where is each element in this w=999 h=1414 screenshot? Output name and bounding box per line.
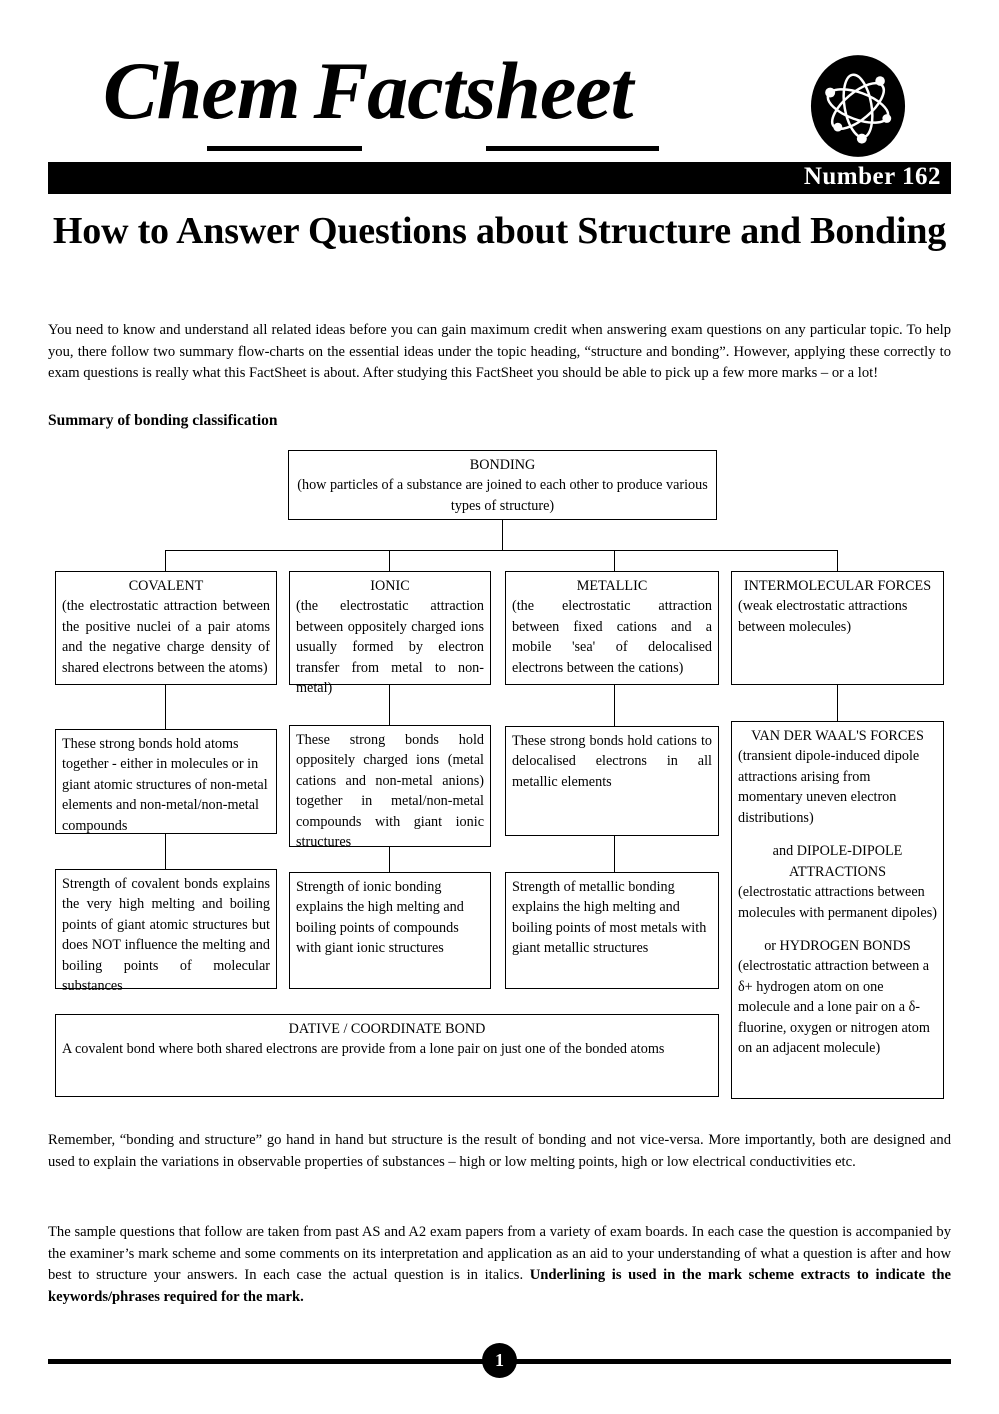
flow-box-covalent-strength-note xyxy=(55,729,277,834)
flow-box-title: COVALENT xyxy=(128,578,204,594)
flow-box-ionic-definition xyxy=(289,571,491,697)
masthead xyxy=(48,45,951,158)
flow-box-bonding-root xyxy=(288,450,717,520)
flow-box-title-dipole-2: ATTRACTIONS xyxy=(789,863,886,880)
connector-metallic-l2-l3 xyxy=(614,836,615,872)
flow-box-covalent-definition xyxy=(55,571,277,685)
flow-box-covalent-strength-effect xyxy=(55,869,277,995)
flow-box-intermolecular-definition xyxy=(731,571,944,685)
flow-box-title-vdw: VAN DER WAAL'S FORCES xyxy=(751,728,924,744)
page-number-badge: 1 xyxy=(482,1343,517,1378)
connector-covalent-l1-l2 xyxy=(165,685,166,729)
flow-box-body: (the electrostatic attraction between oppositely charged ions usually formed by electron transfer from metal to non-metal) xyxy=(296,598,484,697)
flow-box-metallic-strength-effect xyxy=(505,872,719,989)
brand-word-factsheet: Factsheet xyxy=(313,45,633,136)
flow-box-body-hbond: (electrostatic attraction between a δ+ hydrogen atom on one molecule and a lone pair on a δ- fluorine, oxygen or nitrogen atom on an adjacent molecule) xyxy=(738,958,930,1057)
flow-box-body-dipole: (electrostatic attractions between molecules with permanent dipoles) xyxy=(738,884,937,921)
connector-drop-metallic xyxy=(614,550,615,571)
connector-drop-intermolecular xyxy=(837,550,838,571)
connector-drop-covalent xyxy=(165,550,166,571)
flow-box-body: Strength of covalent bonds explains the very high melting and boiling points of giant atomic structures but does NOT influence the melting and boiling points of molecular substances xyxy=(62,876,270,995)
connector-root-down xyxy=(502,520,503,551)
flow-box-body: A covalent bond where both shared electrons are provide from a lone pair on just one of the bonded atoms xyxy=(62,1041,665,1058)
flow-box-title: BONDING xyxy=(469,457,536,473)
connector-metallic-l1-l2 xyxy=(614,685,615,726)
sample-paragraph-bold: Underlining is used in the mark scheme extracts to indicate the keywords/phrases required for the mark. xyxy=(48,1267,952,1305)
brand-wordmark xyxy=(103,45,633,136)
flow-box-body: (the electrostatic attraction between fixed cations and a mobile 'sea' of delocalised electrons between the cations) xyxy=(512,598,712,676)
brand-underline-factsheet xyxy=(486,146,659,151)
flow-box-ionic-strength-effect xyxy=(289,872,491,989)
flow-box-title-dipole: and DIPOLE-DIPOLE xyxy=(772,843,903,860)
flow-box-body: These strong bonds hold cations to delocalised electrons in all metallic elements xyxy=(512,733,712,790)
brand-underline-chem xyxy=(207,146,362,151)
page-title: How to Answer Questions about Structure and Bonding xyxy=(52,210,947,252)
flow-box-body: Strength of ionic bonding explains the high melting and boiling points of compounds with giant ionic structures xyxy=(296,879,464,957)
flow-box-body: Strength of metallic bonding explains the high melting and boiling points of most metals with giant metallic structures xyxy=(512,879,707,957)
flow-box-body: These strong bonds hold oppositely charged ions (metal cations and non-metal anions) together in metal/non-metal compounds with giant ionic structures xyxy=(296,732,484,851)
flow-box-body-vdw: (transient dipole-induced dipole attractions arising from momentary uneven electron distributions) xyxy=(738,748,920,826)
flow-box-dative-coordinate-bond xyxy=(55,1014,719,1097)
section-heading-summary: Summary of bonding classification xyxy=(48,412,278,429)
flow-box-title: IONIC xyxy=(370,578,410,594)
flow-box-body: (weak electrostatic attractions between molecules) xyxy=(738,598,908,635)
sample-paragraph xyxy=(48,1222,951,1308)
issue-number-bar xyxy=(48,162,951,194)
flow-box-body: These strong bonds hold atoms together - either in molecules or in giant atomic structures of non-metal elements and non-metal/non-metal compounds xyxy=(62,736,268,834)
brand-word-chem: Chem xyxy=(103,45,300,136)
flow-box-ionic-strength-note xyxy=(289,725,491,851)
connector-intermolecular-l1-l2 xyxy=(837,685,838,721)
flow-box-title: DATIVE / COORDINATE BOND xyxy=(288,1021,486,1037)
flow-box-metallic-definition xyxy=(505,571,719,685)
flow-box-title-hbond: or HYDROGEN BONDS xyxy=(764,937,911,954)
flow-box-body: (how particles of a substance are joined to each other to produce various types of structure) xyxy=(297,477,708,514)
remember-paragraph: Remember, “bonding and structure” go hand in hand but structure is the result of bonding and not vice-versa. More importantly, both are designed and used to explain the variations in observable properties of substances – high or low melting points, high or low electrical conductivities etc. xyxy=(48,1132,951,1170)
flow-box-title: INTERMOLECULAR FORCES xyxy=(743,578,932,594)
flow-box-body: (the electrostatic attraction between the positive nuclei of a pair atoms and the negative charge density of shared electrons between the atoms) xyxy=(62,598,270,676)
issue-number-label: Number 162 xyxy=(803,163,941,190)
connector-covalent-l2-l3 xyxy=(165,834,166,869)
intro-paragraph: You need to know and understand all related ideas before you can gain maximum credit when answering exam questions on any particular topic. To help you, there follow two summary flow-charts on the essential ideas under the topic heading, “structure and bonding”. However, applying these correctly to exam questions is really what this FactSheet is about. After studying this FactSheet you should be able to pick up a few more marks – or a lot! xyxy=(48,322,951,382)
flow-box-intermolecular-types xyxy=(731,721,944,1099)
flow-box-title: METALLIC xyxy=(576,578,648,594)
flow-box-metallic-strength-note xyxy=(505,726,719,836)
connector-bus-level1 xyxy=(165,550,837,551)
atom-icon xyxy=(810,54,906,158)
connector-drop-ionic xyxy=(389,550,390,571)
sample-paragraph-plain: The sample questions that follow are taken from past AS and A2 exam papers from a variety of exam boards. In each case the question is accompanied by the examiner’s mark scheme and some comments on its interpretation and application as an aid to your understanding of what a question is after and how best to structure your answers. In each case the actual question is in italics. xyxy=(48,1224,951,1284)
